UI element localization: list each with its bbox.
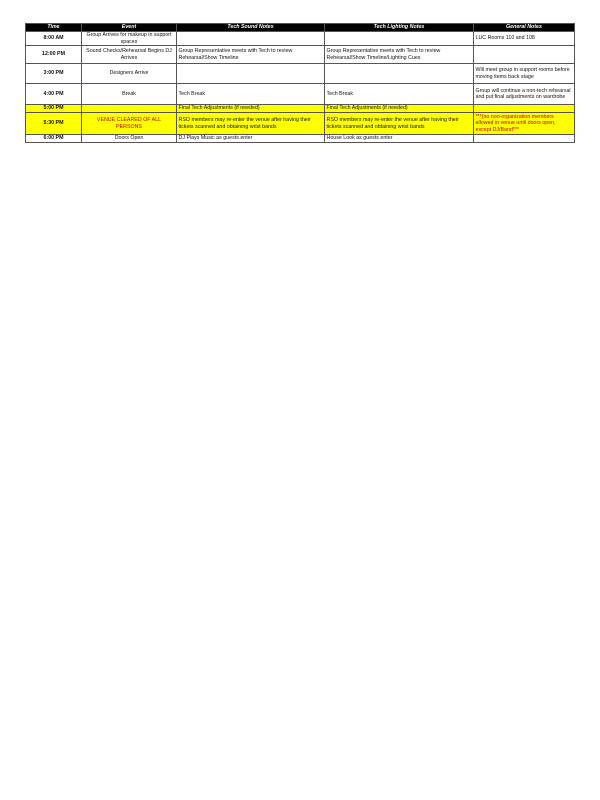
sound-note-cell: Tech Break <box>177 84 325 105</box>
general-note-cell: Group will continue a non-tech rehearsal and put final adjustments on wardrobe <box>474 84 575 105</box>
general-note-cell <box>474 135 575 143</box>
sound-note-cell <box>177 64 325 84</box>
event-cell: Break <box>82 84 177 105</box>
event-cell: Group Arrives for makeup in support spaces <box>82 32 177 46</box>
time-cell: 5:00 PM <box>26 105 82 113</box>
schedule-row <box>26 113 575 135</box>
event-cell: Sound Checks/Rehearsal Begins DJ Arrives <box>82 46 177 64</box>
sound-note-cell: Final Tech Adjustments (if needed) <box>177 105 325 113</box>
header-event: Event <box>82 24 177 32</box>
schedule-row <box>26 84 575 105</box>
lighting-note-cell: RSO members may re-enter the venue after having their tickets scanned and obtaining wrist bands <box>325 113 474 135</box>
time-cell: 5:30 PM <box>26 113 82 135</box>
sound-note-cell: Group Representative meets with Tech to review Rehearsal/Show Timeline <box>177 46 325 64</box>
time-cell: 12:00 PM <box>26 46 82 64</box>
header-sound: Tech Sound Notes <box>177 24 325 32</box>
schedule-row <box>26 105 575 113</box>
run-of-show-sheet <box>25 23 574 143</box>
lighting-note-cell <box>325 32 474 46</box>
general-note-cell: ***(no non-organization members allowed in venue until doors open, except DJ/Band*** <box>474 113 575 135</box>
time-cell: 6:00 PM <box>26 135 82 143</box>
schedule-body <box>26 32 575 143</box>
schedule-row <box>26 46 575 64</box>
event-cell: Designers Arrive <box>82 64 177 84</box>
event-cell: VENUE CLEARED OF ALL PERSONS <box>82 113 177 135</box>
lighting-note-cell: Final Tech Adjustments (if needed) <box>325 105 474 113</box>
schedule-row <box>26 135 575 143</box>
schedule-row <box>26 64 575 84</box>
lighting-note-cell: Tech Break <box>325 84 474 105</box>
general-note-cell <box>474 105 575 113</box>
header-lighting: Tech Lighting Notes <box>325 24 474 32</box>
lighting-note-cell: House Look as guests enter <box>325 135 474 143</box>
time-cell: 3:00 PM <box>26 64 82 84</box>
schedule-table <box>25 23 575 143</box>
time-cell: 8:00 AM <box>26 32 82 46</box>
time-cell: 4:00 PM <box>26 84 82 105</box>
general-note-cell <box>474 46 575 64</box>
event-cell <box>82 105 177 113</box>
event-cell: Doors Open <box>82 135 177 143</box>
general-note-cell: Will meet group in support rooms before moving items back stage <box>474 64 575 84</box>
sound-note-cell: RSO members may re-enter the venue after having their tickets scanned and obtaining wrist bands <box>177 113 325 135</box>
header-row <box>26 24 575 32</box>
header-general: General Notes <box>474 24 575 32</box>
schedule-row <box>26 32 575 46</box>
sound-note-cell: DJ Plays Music as guests enter <box>177 135 325 143</box>
sound-note-cell <box>177 32 325 46</box>
header-time: Time <box>26 24 82 32</box>
general-note-cell: LUC Rooms 110 and 108 <box>474 32 575 46</box>
lighting-note-cell: Group Representative meets with Tech to review Rehearsal/Show Timeline/Lighting Cues <box>325 46 474 64</box>
lighting-note-cell <box>325 64 474 84</box>
